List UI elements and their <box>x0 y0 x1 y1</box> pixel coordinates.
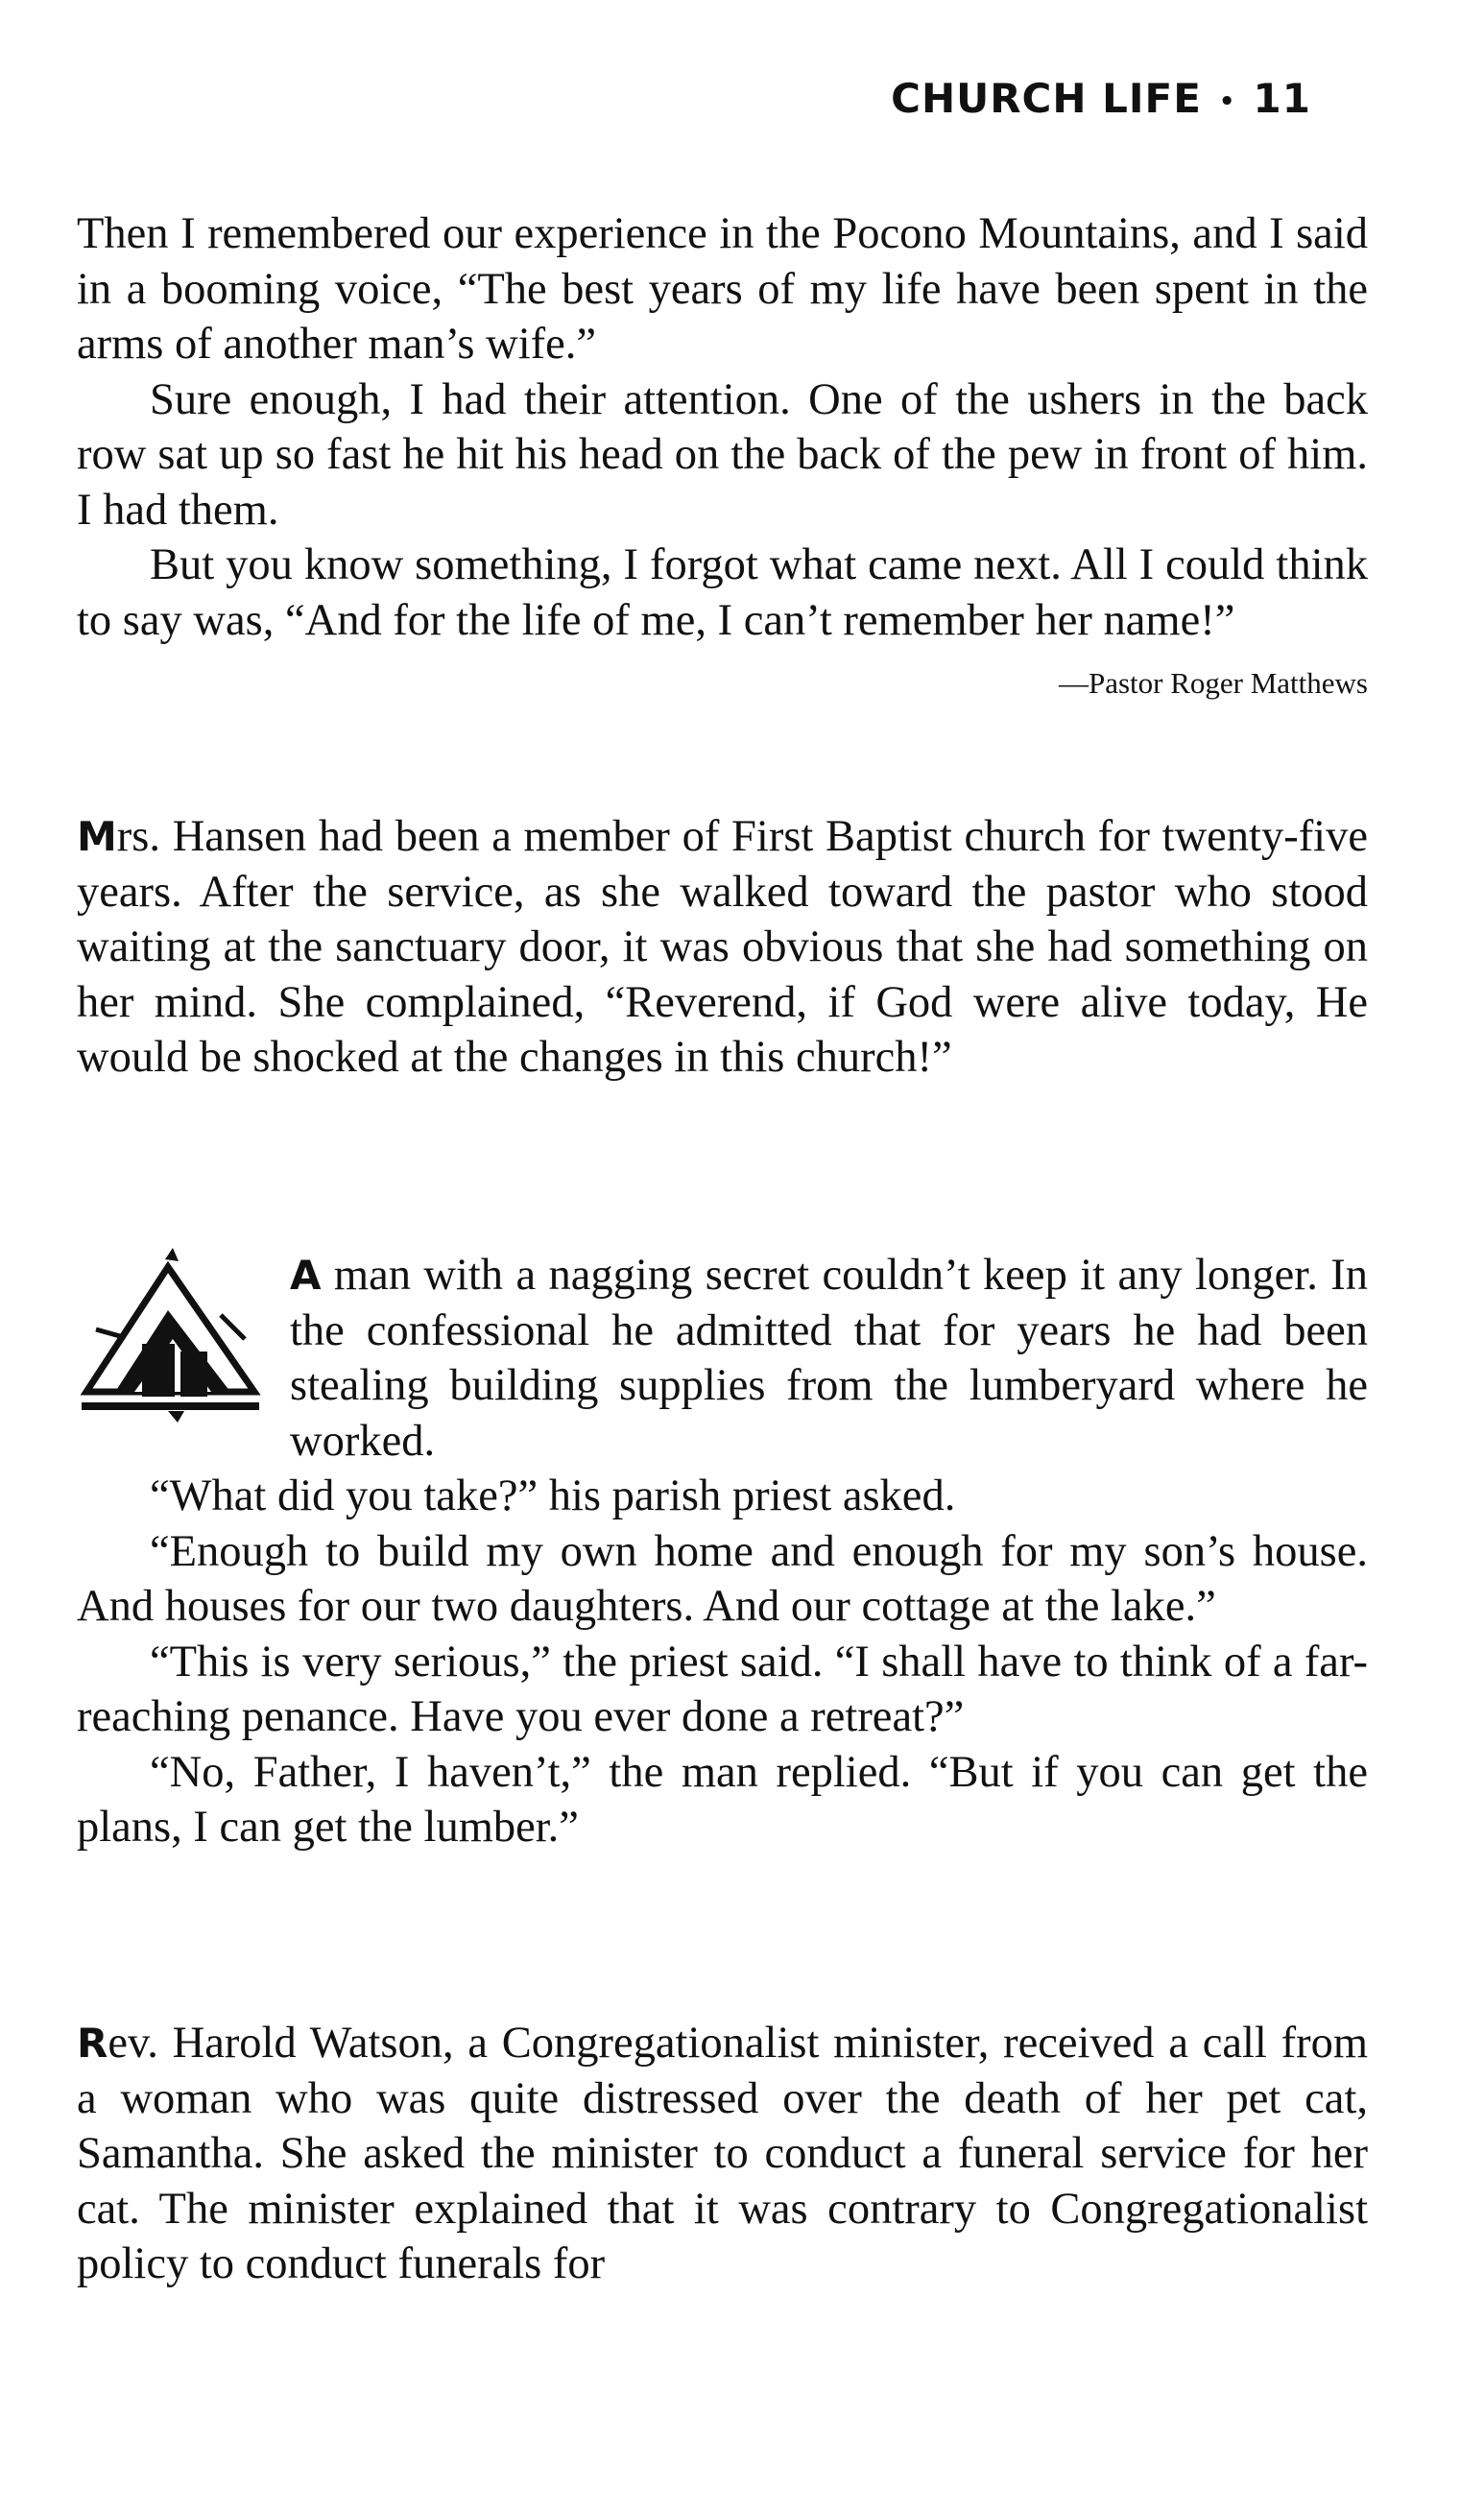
paragraph: “What did you take?” his parish priest asked. <box>150 1471 956 1520</box>
paragraph <box>77 2016 1368 2292</box>
header-separator: • <box>1218 86 1236 116</box>
paragraph <box>77 1248 1368 1469</box>
story-lumberyard <box>77 1248 1368 1855</box>
paragraph <box>77 809 1368 1086</box>
page-number: 11 <box>1253 75 1311 122</box>
story-mrs-hansen <box>77 809 1368 1086</box>
paragraph: “Enough to build my own home and enough for my son’s house. And houses for our two daughters. And our cottage at the lake.” <box>77 1526 1368 1631</box>
paragraph: Then I remembered our experience in the Pocono Mountains, and I said in a booming voice, “The best years of my life have been spent in the arms of another man’s wife.” <box>77 209 1368 369</box>
house-illustration <box>77 1248 269 1425</box>
lead-letter: M <box>77 813 117 860</box>
running-head <box>891 75 1311 122</box>
lead-letter: A <box>290 1252 322 1299</box>
story-pastor-matthews <box>77 206 1368 711</box>
paragraph: “This is very serious,” the priest said. “I shall have to think of a far-reaching penance. Have you ever done a retreat?” <box>77 1637 1368 1741</box>
section-title: CHURCH LIFE <box>891 75 1202 122</box>
paragraph-text: man with a nagging secret couldn’t keep it any longer. In the confessional he admitted that for years he had been stealing building supplies from the lumberyard where he worked. <box>290 1251 1368 1466</box>
paragraph-text: ev. Harold Watson, a Congregationalist minister, received a call from a woman who was quite distressed over the death of her pet cat, Samantha. She asked the minister to conduct a funeral service for her cat. The minister explained that it was contrary to Congregationalist policy to conduct funerals for <box>77 2019 1368 2288</box>
attribution: —Pastor Roger Matthews <box>1058 666 1368 700</box>
paragraph-text: rs. Hansen had been a member of First Baptist church for twenty-five years. After the service, as she walked toward the pastor who stood waiting at the sanctuary door, it was obvious that she had something on her mind. She complained, “Reverend, if God were alive today, He would be shocked at the changes in this church!” <box>77 812 1368 1082</box>
story-rev-watson <box>77 2016 1368 2292</box>
paragraph <box>77 538 1368 700</box>
paragraph-text: But you know something, I forgot what came next. All I could think to say was, “And for the life of me, I can’t remember her name!” <box>77 540 1368 645</box>
lead-letter: R <box>77 2020 108 2067</box>
house-icon <box>77 1248 269 1425</box>
paragraph: Sure enough, I had their attention. One of the ushers in the back row sat up so fast he hit his head on the back of the pew in front of him. I had them. <box>77 374 1368 535</box>
paragraph: “No, Father, I haven’t,” the man replied. “But if you can get the plans, I can get the lumber.” <box>77 1747 1368 1852</box>
